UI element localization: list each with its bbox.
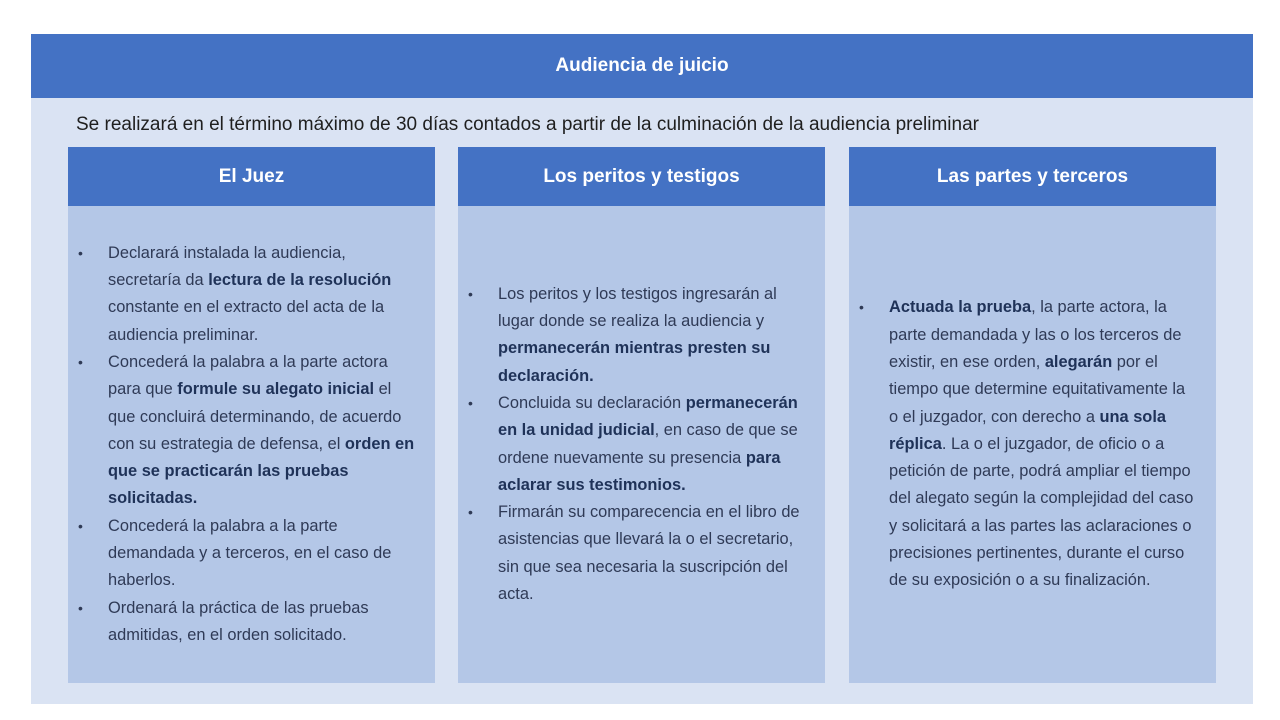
bullet-list	[68, 240, 435, 649]
column-heading: Los peritos y testigos	[458, 147, 825, 206]
column-experts-witnesses	[458, 147, 825, 683]
list-item: • Actuada la prueba, la parte actora, la parte demandada y las o los terceros de existir, en ese orden, alegarán por el tiempo que determine equitativamente la o el juzgador, con derecho a una sola réplica. La o el juzgador, de oficio o a petición de parte, podrá ampliar el tiempo del alegato según la complejidad del caso y solicitará a las partes las aclaraciones o precisiones pertinentes, durante el curso de su exposición o a su finalización.	[889, 294, 1198, 594]
column-heading: El Juez	[68, 147, 435, 206]
column-judge	[68, 147, 435, 683]
emphasis-text: alegarán	[1044, 352, 1113, 371]
emphasis-text: Actuada la prueba	[889, 298, 1032, 317]
bullet-list	[458, 281, 825, 609]
list-item: • Ordenará la práctica de las pruebas admitidas, en el orden solicitado.	[108, 595, 417, 650]
list-item: • Concederá la palabra a la parte actora para que formule su alegato inicial el que concluirá determinando, de acuerdo con su estrategia de defensa, el orden en que se practicarán las pruebas solicitadas.	[108, 349, 417, 513]
banner-title: Audiencia de juicio	[555, 55, 729, 76]
emphasis-text: permanecerán en la unidad judicial	[498, 393, 798, 440]
emphasis-text: formule su alegato inicial	[177, 380, 375, 399]
list-item: • Declarará instalada la audiencia, secretaría da lectura de la resolución constante en el extracto del acta de la audiencia preliminar.	[108, 240, 417, 349]
emphasis-text: permanecerán mientras presten su declaración.	[498, 339, 771, 385]
emphasis-text: orden en que se practicarán las pruebas solicitadas.	[108, 434, 415, 508]
subtitle: Se realizará en el término máximo de 30 días contados a partir de la culminación de la audiencia preliminar	[76, 114, 979, 135]
emphasis-text: lectura de la resolución	[208, 271, 392, 290]
list-item: • Concluida su declaración permanecerán en la unidad judicial, en caso de que se ordene nuevamente su presencia para aclarar sus testimonios.	[498, 390, 807, 499]
emphasis-text: una sola réplica	[889, 407, 1166, 453]
list-item: • Concederá la palabra a la parte demandada y a terceros, en el caso de haberlos.	[108, 513, 417, 595]
list-item: • Los peritos y los testigos ingresarán al lugar donde se realiza la audiencia y permanecerán mientras presten su declaración.	[498, 281, 807, 390]
column-parties-third-parties	[849, 147, 1216, 683]
emphasis-text: para aclarar sus testimonios.	[498, 448, 781, 494]
slide-frame	[31, 34, 1253, 704]
banner	[31, 34, 1253, 98]
column-heading: Las partes y terceros	[849, 147, 1216, 206]
bullet-list	[849, 294, 1216, 594]
list-item: • Firmarán su comparecencia en el libro de asistencias que llevará la o el secretario, sin que sea necesaria la suscripción del acta.	[498, 499, 807, 608]
